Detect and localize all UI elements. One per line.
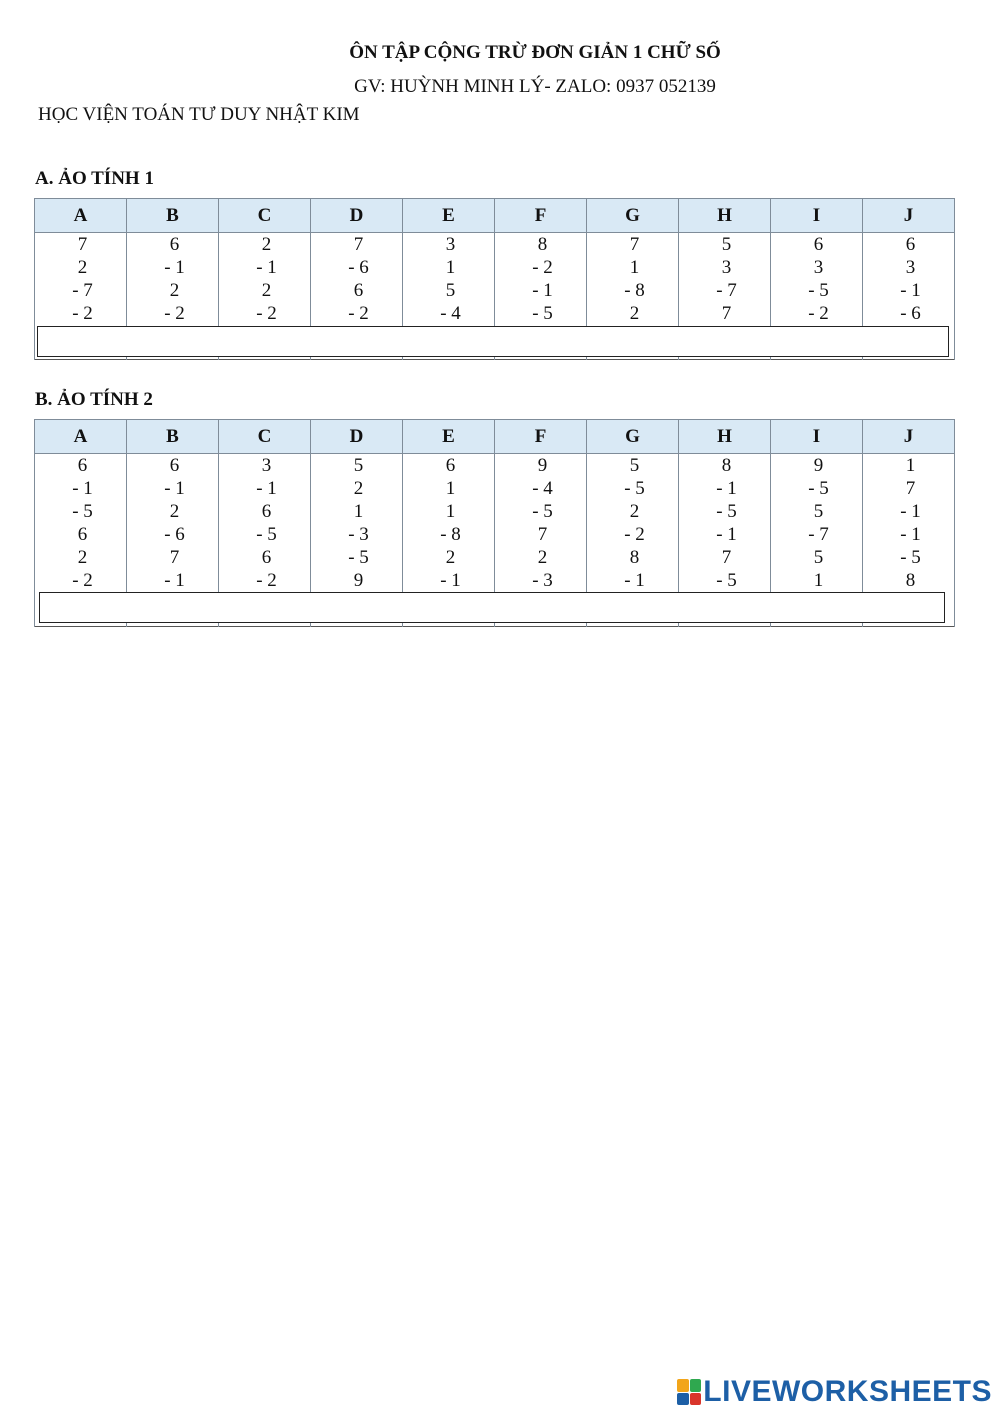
column-header-b: B — [127, 420, 219, 454]
problem-cell-c — [219, 454, 311, 593]
column-header-i: I — [771, 420, 863, 454]
operand: 7 — [537, 524, 548, 545]
operand: - 1 — [164, 257, 185, 278]
operand: - 5 — [72, 501, 93, 522]
page-title: ÔN TẬP CỘNG TRỪ ĐƠN GIẢN 1 CHỮ SỐ — [349, 42, 721, 63]
answer-cell-g — [587, 592, 679, 627]
answer-cell-f — [495, 325, 587, 360]
operand: 1 — [445, 501, 456, 522]
operand: - 1 — [716, 524, 737, 545]
operand: - 2 — [256, 303, 277, 324]
problem-cell-b — [127, 454, 219, 593]
operand: 3 — [721, 257, 732, 278]
liveworksheets-logo — [677, 1376, 992, 1408]
column-header-e: E — [403, 199, 495, 233]
operand: 1 — [445, 478, 456, 499]
operand: 5 — [813, 501, 824, 522]
operand: 2 — [353, 478, 364, 499]
column-header-h: H — [679, 420, 771, 454]
problem-cell-b — [127, 233, 219, 326]
operand: 6 — [445, 455, 456, 476]
operand: - 8 — [624, 280, 645, 301]
operand: - 2 — [348, 303, 369, 324]
problem-cell-e — [403, 454, 495, 593]
operand: - 5 — [808, 280, 829, 301]
logo-text: LIVEWORKSHEETS — [703, 1375, 992, 1408]
problem-cell-g — [587, 454, 679, 593]
operand: - 2 — [72, 303, 93, 324]
column-header-b: B — [127, 199, 219, 233]
operand: - 1 — [164, 478, 185, 499]
operand: - 1 — [532, 280, 553, 301]
answer-cell-b — [127, 592, 219, 627]
problem-cell-c — [219, 233, 311, 326]
operand: - 3 — [532, 570, 553, 591]
operand: 8 — [905, 570, 916, 591]
school-name: HỌC VIỆN TOÁN TƯ DUY NHẬT KIM — [38, 104, 360, 125]
operand: 2 — [445, 547, 456, 568]
section-b-table — [34, 419, 955, 627]
operand: 2 — [77, 547, 88, 568]
section-a-label: A. ẢO TÍNH 1 — [35, 168, 154, 189]
column-header-g: G — [587, 199, 679, 233]
operand: - 1 — [716, 478, 737, 499]
operand: - 1 — [900, 524, 921, 545]
operand: 5 — [813, 547, 824, 568]
operand: - 2 — [164, 303, 185, 324]
operand: - 1 — [256, 257, 277, 278]
operand: 9 — [353, 570, 364, 591]
operand: - 2 — [808, 303, 829, 324]
operand: - 8 — [440, 524, 461, 545]
operand: 7 — [629, 234, 640, 255]
operand: 6 — [813, 234, 824, 255]
column-header-i: I — [771, 199, 863, 233]
operand: 6 — [77, 524, 88, 545]
answer-cell-d — [311, 592, 403, 627]
operand: 3 — [813, 257, 824, 278]
operand: 7 — [77, 234, 88, 255]
column-header-c: C — [219, 199, 311, 233]
operand: 2 — [629, 303, 640, 324]
column-header-d: D — [311, 420, 403, 454]
answer-cell-h — [679, 592, 771, 627]
operand: - 2 — [72, 570, 93, 591]
operand: 3 — [445, 234, 456, 255]
operand: 1 — [629, 257, 640, 278]
column-header-f: F — [495, 420, 587, 454]
operand: 6 — [905, 234, 916, 255]
table-header-row — [35, 199, 955, 233]
column-header-j: J — [863, 420, 955, 454]
column-header-a: A — [35, 420, 127, 454]
operand: - 1 — [72, 478, 93, 499]
operand: - 5 — [532, 501, 553, 522]
column-header-h: H — [679, 199, 771, 233]
problem-cell-i — [771, 233, 863, 326]
operand: 5 — [353, 455, 364, 476]
problem-cell-j — [863, 454, 955, 593]
operand: 7 — [353, 234, 364, 255]
operand: - 2 — [256, 570, 277, 591]
operand: - 7 — [808, 524, 829, 545]
answer-cell-i — [771, 325, 863, 360]
numbers-row — [35, 233, 955, 326]
answer-cell-c — [219, 325, 311, 360]
problem-cell-a — [35, 233, 127, 326]
operand: 5 — [629, 455, 640, 476]
operand: 5 — [445, 280, 456, 301]
operand: - 1 — [256, 478, 277, 499]
operand: 6 — [169, 234, 180, 255]
operand: 3 — [905, 257, 916, 278]
answer-cell-g — [587, 325, 679, 360]
problem-cell-i — [771, 454, 863, 593]
section-b-label: B. ẢO TÍNH 2 — [35, 389, 153, 410]
column-header-f: F — [495, 199, 587, 233]
problem-cell-e — [403, 233, 495, 326]
answer-cell-j — [863, 592, 955, 627]
operand: 8 — [537, 234, 548, 255]
operand: 2 — [169, 501, 180, 522]
operand: - 5 — [256, 524, 277, 545]
operand: - 7 — [716, 280, 737, 301]
operand: 7 — [169, 547, 180, 568]
operand: - 6 — [164, 524, 185, 545]
operand: 6 — [261, 501, 272, 522]
operand: 1 — [353, 501, 364, 522]
operand: 2 — [77, 257, 88, 278]
problem-cell-h — [679, 454, 771, 593]
operand: 2 — [261, 234, 272, 255]
operand: 7 — [721, 303, 732, 324]
operand: 3 — [261, 455, 272, 476]
operand: - 5 — [348, 547, 369, 568]
column-header-c: C — [219, 420, 311, 454]
operand: - 5 — [716, 570, 737, 591]
problem-cell-a — [35, 454, 127, 593]
answer-cell-d — [311, 325, 403, 360]
operand: - 6 — [900, 303, 921, 324]
answer-cell-j — [863, 325, 955, 360]
operand: 8 — [721, 455, 732, 476]
operand: - 4 — [532, 478, 553, 499]
operand: 2 — [537, 547, 548, 568]
column-header-e: E — [403, 420, 495, 454]
operand: 1 — [445, 257, 456, 278]
column-header-j: J — [863, 199, 955, 233]
operand: - 1 — [900, 280, 921, 301]
answer-cell-h — [679, 325, 771, 360]
column-header-a: A — [35, 199, 127, 233]
operand: 8 — [629, 547, 640, 568]
operand: - 1 — [440, 570, 461, 591]
operand: 6 — [261, 547, 272, 568]
operand: 2 — [629, 501, 640, 522]
answer-cell-f — [495, 592, 587, 627]
column-header-g: G — [587, 420, 679, 454]
problem-cell-g — [587, 233, 679, 326]
answer-cell-a — [35, 325, 127, 360]
answer-row — [35, 592, 955, 627]
operand: - 2 — [532, 257, 553, 278]
operand: - 7 — [72, 280, 93, 301]
problem-cell-d — [311, 233, 403, 326]
operand: 6 — [353, 280, 364, 301]
answer-cell-e — [403, 325, 495, 360]
answer-row — [35, 325, 955, 360]
operand: - 2 — [624, 524, 645, 545]
operand: 2 — [261, 280, 272, 301]
operand: - 5 — [900, 547, 921, 568]
operand: - 3 — [348, 524, 369, 545]
operand: 7 — [721, 547, 732, 568]
problem-cell-f — [495, 454, 587, 593]
answer-cell-c — [219, 592, 311, 627]
teacher-contact: GV: HUỲNH MINH LÝ- ZALO: 0937 052139 — [354, 76, 716, 97]
operand: 5 — [721, 234, 732, 255]
problem-cell-f — [495, 233, 587, 326]
operand: - 1 — [900, 501, 921, 522]
operand: 7 — [905, 478, 916, 499]
answer-cell-i — [771, 592, 863, 627]
operand: 6 — [169, 455, 180, 476]
operand: - 1 — [624, 570, 645, 591]
operand: 2 — [169, 280, 180, 301]
operand: - 5 — [532, 303, 553, 324]
problem-cell-d — [311, 454, 403, 593]
problem-cell-j — [863, 233, 955, 326]
operand: 9 — [813, 455, 824, 476]
table-header-row — [35, 420, 955, 454]
answer-cell-b — [127, 325, 219, 360]
column-header-d: D — [311, 199, 403, 233]
operand: 9 — [537, 455, 548, 476]
operand: 1 — [813, 570, 824, 591]
operand: - 5 — [624, 478, 645, 499]
operand: - 1 — [164, 570, 185, 591]
operand: - 5 — [808, 478, 829, 499]
answer-cell-e — [403, 592, 495, 627]
operand: 1 — [905, 455, 916, 476]
numbers-row — [35, 454, 955, 593]
operand: 6 — [77, 455, 88, 476]
operand: - 6 — [348, 257, 369, 278]
answer-cell-a — [35, 592, 127, 627]
operand: - 5 — [716, 501, 737, 522]
section-a-table — [34, 198, 955, 360]
problem-cell-h — [679, 233, 771, 326]
logo-mark-icon — [677, 1379, 701, 1405]
operand: - 4 — [440, 303, 461, 324]
